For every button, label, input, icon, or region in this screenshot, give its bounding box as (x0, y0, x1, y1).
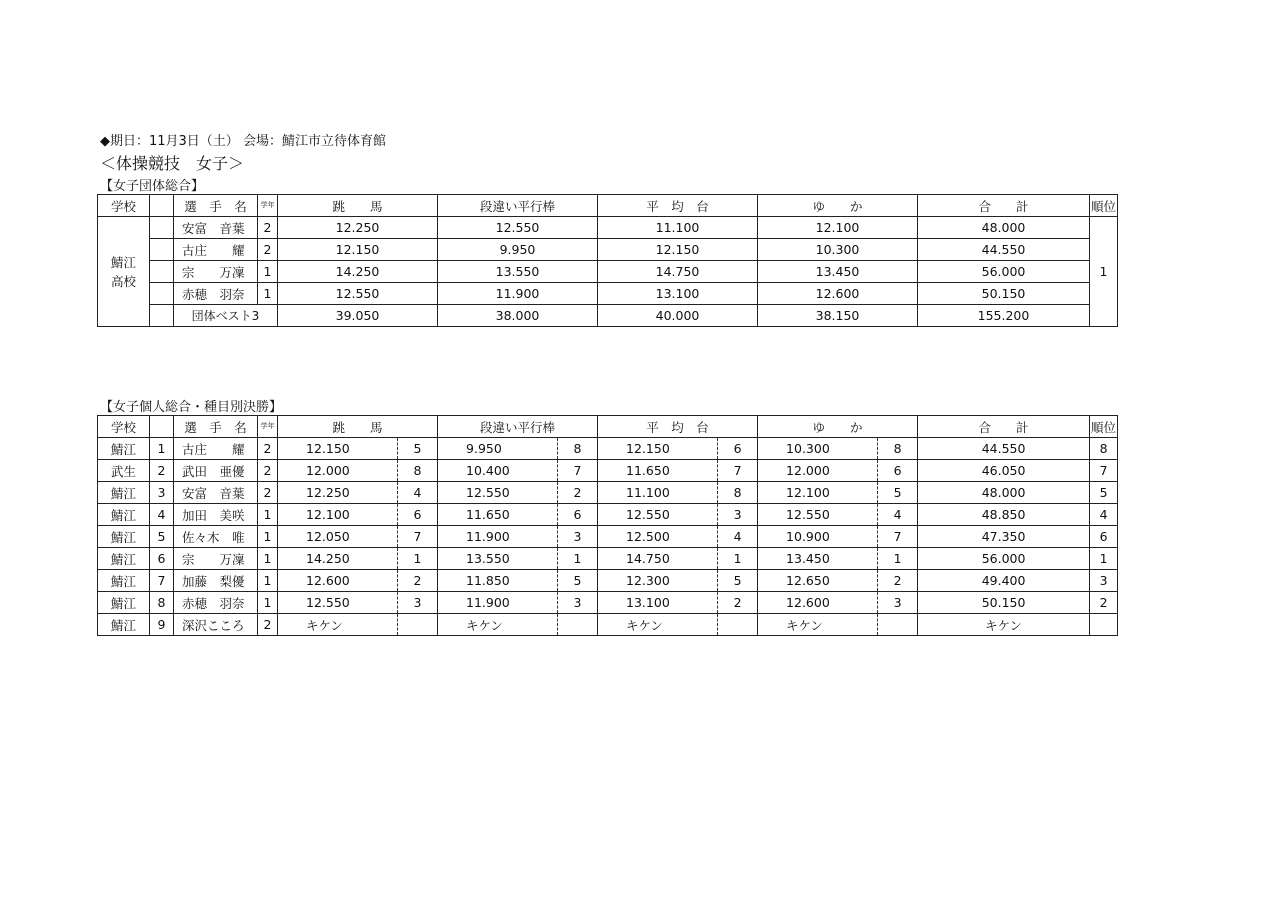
athlete-name: 武田 亜優 (174, 460, 258, 482)
number-cell: 5 (150, 526, 174, 548)
floor-header: ゆ か (758, 416, 918, 438)
team-rank: 1 (1090, 217, 1118, 327)
overall-rank: 4 (1090, 504, 1118, 526)
vault-rank: 3 (398, 592, 438, 614)
vault-rank: 1 (398, 548, 438, 570)
team-school-line: 鯖江 (110, 254, 136, 270)
beam-score: 12.550 (598, 504, 718, 526)
floor-score: 10.300 (758, 438, 878, 460)
beam-score: 12.500 (598, 526, 718, 548)
beam-score: 11.650 (598, 460, 718, 482)
bars-score: 9.950 (438, 239, 598, 261)
athlete-name: 古庄 耀 (174, 438, 258, 460)
best3-beam: 40.000 (598, 305, 758, 327)
table-row (98, 526, 1118, 548)
grade-header-text: 学年 (260, 201, 275, 209)
bars-header: 段違い平行棒 (438, 416, 598, 438)
athlete-name: 宗 万凜 (174, 548, 258, 570)
number-header (150, 195, 174, 217)
total-score: 44.550 (918, 438, 1090, 460)
vault-score: 14.250 (278, 548, 398, 570)
floor-header: ゆ か (758, 195, 918, 217)
floor-rank: 5 (878, 482, 918, 504)
table-row (98, 504, 1118, 526)
header-row (98, 195, 1118, 217)
athlete-name: 加藤 梨優 (174, 570, 258, 592)
total-score: 48.850 (918, 504, 1090, 526)
table-row (98, 460, 1118, 482)
beam-score: 12.300 (598, 570, 718, 592)
beam-rank: 3 (718, 504, 758, 526)
grade-cell: 2 (258, 438, 278, 460)
best3-bars: 38.000 (438, 305, 598, 327)
grade-header (258, 195, 278, 217)
school-header: 学校 (98, 416, 150, 438)
table-row (98, 592, 1118, 614)
beam-rank: 4 (718, 526, 758, 548)
floor-rank: 8 (878, 438, 918, 460)
vault-rank: 2 (398, 570, 438, 592)
athlete-name: 古庄 耀 (174, 239, 258, 261)
overall-rank: 1 (1090, 548, 1118, 570)
vault-rank: 8 (398, 460, 438, 482)
table-row (98, 482, 1118, 504)
beam-rank (718, 614, 758, 636)
vault-score: 12.550 (278, 283, 438, 305)
bars-score: 11.650 (438, 504, 558, 526)
beam-score: 13.100 (598, 283, 758, 305)
beam-rank: 1 (718, 548, 758, 570)
table-row (98, 261, 1118, 283)
vault-score: 12.000 (278, 460, 398, 482)
school-cell: 鯖江 (98, 592, 150, 614)
grade-cell: 2 (258, 239, 278, 261)
beam-rank: 7 (718, 460, 758, 482)
rank-header: 順位 (1090, 195, 1118, 217)
beam-score: 14.750 (598, 261, 758, 283)
number-cell (150, 217, 174, 239)
total-score: 48.000 (918, 482, 1090, 504)
event-title: ＜体操競技 女子＞ (100, 154, 245, 173)
number-cell: 9 (150, 614, 174, 636)
vault-rank: 4 (398, 482, 438, 504)
beam-header: 平 均 台 (598, 195, 758, 217)
beam-score: 13.100 (598, 592, 718, 614)
table-row (98, 438, 1118, 460)
total-score: キケン (918, 614, 1090, 636)
team-school-line: 高校 (110, 273, 136, 289)
beam-score: 11.100 (598, 217, 758, 239)
beam-score: 12.150 (598, 239, 758, 261)
vault-rank: 6 (398, 504, 438, 526)
vault-score: 12.250 (278, 217, 438, 239)
athlete-name: 安富 音葉 (174, 217, 258, 239)
bars-score: 11.900 (438, 592, 558, 614)
beam-score: キケン (598, 614, 718, 636)
grade-header-text: 学年 (260, 422, 275, 430)
bars-rank: 3 (558, 592, 598, 614)
total-score: 56.000 (918, 548, 1090, 570)
name-header: 選 手 名 (174, 195, 258, 217)
athlete-name: 佐々木 唯 (174, 526, 258, 548)
grade-cell: 1 (258, 526, 278, 548)
team-section-label: 【女子団体総合】 (100, 179, 205, 194)
vault-rank (398, 614, 438, 636)
vault-header: 跳 馬 (278, 195, 438, 217)
bars-rank: 7 (558, 460, 598, 482)
total-header: 合 計 (918, 195, 1090, 217)
grade-cell: 1 (258, 504, 278, 526)
school-cell: 鯖江 (98, 482, 150, 504)
bars-score: 11.900 (438, 283, 598, 305)
vault-score: 12.150 (278, 438, 398, 460)
floor-score: 10.900 (758, 526, 878, 548)
floor-score: 12.550 (758, 504, 878, 526)
total-score: 46.050 (918, 460, 1090, 482)
individual-section-label: 【女子個人総合・種目別決勝】 (100, 400, 283, 415)
floor-score: 12.600 (758, 592, 878, 614)
beam-score: 12.150 (598, 438, 718, 460)
beam-rank: 5 (718, 570, 758, 592)
beam-header: 平 均 台 (598, 416, 758, 438)
meet-info: ◆期日：11月3日（土） 会場：鯖江市立待体育館 (100, 134, 386, 149)
bars-score: 10.400 (438, 460, 558, 482)
bars-rank: 3 (558, 526, 598, 548)
floor-score: 12.650 (758, 570, 878, 592)
vault-score: 12.600 (278, 570, 398, 592)
best3-floor: 38.150 (758, 305, 918, 327)
number-cell: 1 (150, 438, 174, 460)
team-school (98, 217, 150, 327)
total-header: 合 計 (918, 416, 1090, 438)
bars-score: 13.550 (438, 261, 598, 283)
vault-score: 12.050 (278, 526, 398, 548)
best3-vault: 39.050 (278, 305, 438, 327)
number-cell (150, 283, 174, 305)
bars-score: 12.550 (438, 217, 598, 239)
number-header (150, 416, 174, 438)
vault-header: 跳 馬 (278, 416, 438, 438)
grade-cell: 2 (258, 482, 278, 504)
vault-score: 12.550 (278, 592, 398, 614)
number-cell (150, 261, 174, 283)
grade-cell: 1 (258, 548, 278, 570)
vault-score: 12.250 (278, 482, 398, 504)
beam-score: 11.100 (598, 482, 718, 504)
athlete-name: 赤穂 羽奈 (174, 283, 258, 305)
number-cell: 6 (150, 548, 174, 570)
individual-results-table (97, 415, 1118, 636)
floor-rank: 1 (878, 548, 918, 570)
overall-rank: 6 (1090, 526, 1118, 548)
overall-rank: 3 (1090, 570, 1118, 592)
number-cell: 2 (150, 460, 174, 482)
overall-rank: 8 (1090, 438, 1118, 460)
total-score: 47.350 (918, 526, 1090, 548)
floor-rank: 3 (878, 592, 918, 614)
school-cell: 武生 (98, 460, 150, 482)
floor-score: 12.100 (758, 217, 918, 239)
overall-rank: 5 (1090, 482, 1118, 504)
school-cell: 鯖江 (98, 526, 150, 548)
athlete-name: 宗 万凜 (174, 261, 258, 283)
school-header: 学校 (98, 195, 150, 217)
vault-score: 12.100 (278, 504, 398, 526)
best3-label: 団体ベスト3 (174, 305, 278, 327)
bars-score: 11.900 (438, 526, 558, 548)
vault-score: キケン (278, 614, 398, 636)
rank-header: 順位 (1090, 416, 1118, 438)
grade-cell: 1 (258, 592, 278, 614)
table-row (98, 217, 1118, 239)
name-header: 選 手 名 (174, 416, 258, 438)
floor-score: 13.450 (758, 548, 878, 570)
grade-header (258, 416, 278, 438)
athlete-name: 加田 美咲 (174, 504, 258, 526)
bars-rank (558, 614, 598, 636)
vault-rank: 5 (398, 438, 438, 460)
overall-rank: 2 (1090, 592, 1118, 614)
school-cell: 鯖江 (98, 504, 150, 526)
floor-rank: 6 (878, 460, 918, 482)
floor-rank: 7 (878, 526, 918, 548)
floor-rank: 2 (878, 570, 918, 592)
bars-rank: 2 (558, 482, 598, 504)
total-score: 49.400 (918, 570, 1090, 592)
number-cell: 7 (150, 570, 174, 592)
bars-score: 13.550 (438, 548, 558, 570)
number-cell (150, 305, 174, 327)
bars-score: キケン (438, 614, 558, 636)
floor-rank (878, 614, 918, 636)
grade-cell: 1 (258, 261, 278, 283)
floor-score: 10.300 (758, 239, 918, 261)
grade-cell: 2 (258, 614, 278, 636)
beam-rank: 6 (718, 438, 758, 460)
floor-score: 13.450 (758, 261, 918, 283)
beam-rank: 8 (718, 482, 758, 504)
total-score: 48.000 (918, 217, 1090, 239)
table-row (98, 614, 1118, 636)
bars-score: 11.850 (438, 570, 558, 592)
athlete-name: 赤穂 羽奈 (174, 592, 258, 614)
floor-score: 12.000 (758, 460, 878, 482)
team-results-table (97, 194, 1118, 327)
vault-score: 12.150 (278, 239, 438, 261)
table-row (98, 570, 1118, 592)
grade-cell: 2 (258, 217, 278, 239)
beam-score: 14.750 (598, 548, 718, 570)
total-score: 50.150 (918, 592, 1090, 614)
bars-rank: 1 (558, 548, 598, 570)
bars-rank: 5 (558, 570, 598, 592)
total-score: 50.150 (918, 283, 1090, 305)
school-cell: 鯖江 (98, 438, 150, 460)
bars-rank: 8 (558, 438, 598, 460)
floor-score: キケン (758, 614, 878, 636)
best3-row (98, 305, 1118, 327)
total-score: 56.000 (918, 261, 1090, 283)
table-row (98, 283, 1118, 305)
header-row (98, 416, 1118, 438)
athlete-name: 深沢こころ (174, 614, 258, 636)
best3-total: 155.200 (918, 305, 1090, 327)
bars-header: 段違い平行棒 (438, 195, 598, 217)
table-row (98, 239, 1118, 261)
school-cell: 鯖江 (98, 570, 150, 592)
floor-rank: 4 (878, 504, 918, 526)
overall-rank: 7 (1090, 460, 1118, 482)
athlete-name: 安富 音葉 (174, 482, 258, 504)
total-score: 44.550 (918, 239, 1090, 261)
vault-score: 14.250 (278, 261, 438, 283)
number-cell: 3 (150, 482, 174, 504)
school-cell: 鯖江 (98, 614, 150, 636)
grade-cell: 2 (258, 460, 278, 482)
bars-rank: 6 (558, 504, 598, 526)
number-cell (150, 239, 174, 261)
floor-score: 12.600 (758, 283, 918, 305)
grade-cell: 1 (258, 570, 278, 592)
table-row (98, 548, 1118, 570)
number-cell: 8 (150, 592, 174, 614)
grade-cell: 1 (258, 283, 278, 305)
number-cell: 4 (150, 504, 174, 526)
floor-score: 12.100 (758, 482, 878, 504)
beam-rank: 2 (718, 592, 758, 614)
bars-score: 12.550 (438, 482, 558, 504)
school-cell: 鯖江 (98, 548, 150, 570)
overall-rank (1090, 614, 1118, 636)
bars-score: 9.950 (438, 438, 558, 460)
vault-rank: 7 (398, 526, 438, 548)
